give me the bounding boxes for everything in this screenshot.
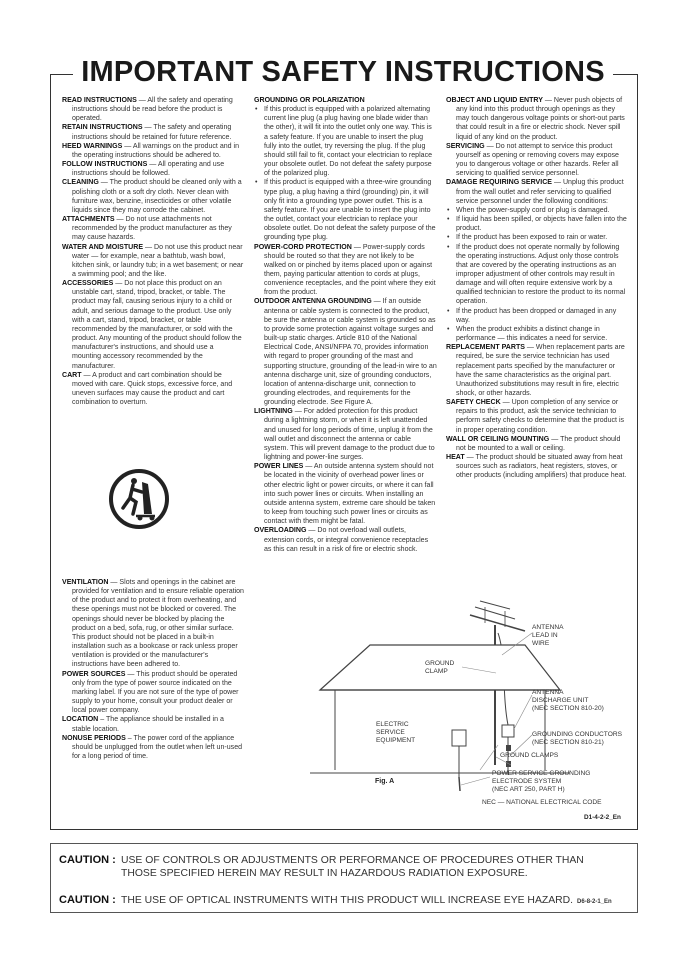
instruction-entry: [254, 243, 437, 298]
instruction-entry: [62, 734, 244, 761]
label-power-service: POWER SERVICE GROUNDING ELECTRODE SYSTEM (NEC ART 250, PART H): [492, 770, 591, 793]
cart-warning-icon: [108, 468, 170, 530]
caution-text: USE OF CONTROLS OR ADJUSTMENTS OR PERFORMANCE OF PROCEDURES OTHER THAN THOSE SPECIFIED HEREIN MAY RESULT IN HAZARDOUS RADIATION EXPOSURE.: [121, 855, 584, 879]
section-text: — The product should not be mounted to a wall or ceiling.: [456, 435, 621, 452]
section-heading: FOLLOW INSTRUCTIONS: [62, 161, 148, 169]
section-text: — Never push objects of any kind into this product through openings as they may touch dangerous voltage points or short-out parts that could result in a fire or electric shock. Never spill liquid of any kind on the product.: [456, 97, 625, 141]
list-item: • If liquid has been spilled, or objects have fallen into the product.: [446, 215, 630, 233]
instruction-entry: [254, 526, 437, 553]
label-grounding-conductors: GROUNDING CONDUCTORS (NEC SECTION 810-21): [532, 731, 622, 746]
label-discharge-unit: ANTENNA DISCHARGE UNIT (NEC SECTION 810-20): [532, 689, 604, 712]
column-2: [254, 96, 437, 554]
caution-code: D6-8-2-1_En: [577, 899, 612, 905]
instruction-entry: [62, 96, 244, 123]
list-item: • If the product does not operate normally by following the operating instructions. Adjust only those controls that are covered by the operating instructions as an improper adjustment of other controls may result in damage and will often require extensive work by a qualified technician to restore the product to its normal operation.: [446, 243, 630, 307]
label-ground-clamp: GROUND CLAMP: [425, 660, 455, 675]
instruction-entry: [62, 123, 244, 141]
section-text: — Do not use this product near water — for example, near a bathtub, wash bowl, kitchen sink, or laundry tub; in a wet basement; or near a swimming pool; and the like.: [72, 243, 244, 278]
section-text: – The appliance should be installed in a stable location.: [72, 716, 224, 733]
section-heading: OUTDOOR ANTENNA GROUNDING: [254, 298, 372, 306]
instruction-entry: [446, 453, 630, 480]
section-text: — All the safety and operating instructions should be read before the product is operated.: [72, 97, 233, 123]
section-text: — The product should be situated away from heat sources such as radiators, heat registers, stoves, or other products (including amplifiers) that produce heat.: [456, 454, 627, 480]
instruction-entry: [254, 407, 437, 462]
section-heading: WATER AND MOISTURE: [62, 243, 144, 251]
section-heading: NONUSE PERIODS: [62, 734, 126, 742]
section-text: — Unplug this product from the wall outlet and refer servicing to qualified service personnel under the following conditions:: [456, 179, 624, 205]
section-heading: LIGHTNING: [254, 408, 293, 416]
instruction-entry: [254, 297, 437, 407]
instruction-entry: [62, 243, 244, 280]
section-heading: WALL OR CEILING MOUNTING: [446, 435, 550, 443]
caution-line-2: [59, 894, 612, 909]
instruction-entry: [62, 142, 244, 160]
section-heading: SERVICING: [446, 142, 485, 150]
section-heading: POWER-CORD PROTECTION: [254, 243, 352, 251]
instruction-entry: [62, 578, 244, 670]
instruction-entry: [254, 462, 437, 526]
section-heading: OBJECT AND LIQUID ENTRY: [446, 97, 543, 104]
section-heading: LOCATION: [62, 716, 99, 724]
caution-box: [50, 843, 638, 913]
list-item: • If the product has been dropped or damaged in any way.: [446, 307, 630, 325]
section-text: — Do not place this product on an unstable cart, stand, tripod, bracket, or table. The product may fall, causing serious injury to a child or adult, and serious damage to the product. Use only with a cart, stand, tripod, bracket, or table recommended by the manufacturer, or sold with the product. Any mounting of the product should follow the manufacturer's instructions, and should use a mounting accessory recommended by the manufacturer.: [72, 280, 242, 370]
label-ground-clamps: GROUND CLAMPS: [500, 752, 559, 759]
section-heading: CART: [62, 371, 82, 379]
column-3: [446, 96, 630, 481]
section-heading: VENTILATION: [62, 579, 109, 586]
instruction-entry: [446, 435, 630, 453]
caution-line-1: [59, 854, 621, 880]
list-item: • If this product is equipped with a three-wire grounding type plug, a plug having a third (grounding) pin, it will only fit into a grounding type power outlet. This is a safety feature. If you are unable to insert the plug into the outlet, contact your electrician to replace your obsolete outlet. Do not defeat the safety purpose of the grounding type plug.: [254, 178, 437, 242]
grounding-list: [254, 105, 437, 242]
caution-text: THE USE OF OPTICAL INSTRUMENTS WITH THIS PRODUCT WILL INCREASE EYE HAZARD.: [121, 895, 574, 906]
section-heading: POWER LINES: [254, 463, 304, 471]
instruction-entry: [62, 160, 244, 178]
section-heading: GROUNDING OR POLARIZATION: [254, 97, 365, 104]
label-nec: NEC — NATIONAL ELECTRICAL CODE: [482, 799, 602, 806]
label-electric-service: ELECTRIC SERVICE EQUIPMENT: [376, 721, 416, 744]
column-1: [62, 96, 244, 407]
section-text: — Upon completion of any service or repairs to this product, ask the service technician to perform safety checks to determine that the product is in proper operating condition.: [456, 399, 625, 434]
section-text: — Do not overload wall outlets, extension cords, or integral convenience receptacles as this can result in a risk of fire or electric shock.: [264, 527, 429, 553]
section-text: — An outside antenna system should not be located in the vicinity of overhead power lines or other electric light or power circuits, or where it can fall into such power lines or circuits. When installing an outside antenna system, extreme care should be taken to keep from touching such power lines or circuits as contact with them might be fatal.: [264, 463, 436, 526]
section-heading: POWER SOURCES: [62, 670, 126, 678]
instruction-entry: [62, 371, 244, 408]
caution-label: CAUTION :: [59, 854, 116, 866]
column-1-lower: [62, 578, 244, 761]
instruction-entry: [62, 670, 244, 716]
instruction-entry: [62, 215, 244, 242]
label-antenna-lead-in: ANTENNA LEAD IN WIRE: [532, 624, 564, 647]
list-item: • When the product exhibits a distinct change in performance — this indicates a need for service.: [446, 325, 630, 343]
section-text: — All warnings on the product and in the operating instructions should be adhered to.: [72, 142, 240, 159]
instruction-entry: [446, 398, 630, 435]
section-heading: REPLACEMENT PARTS: [446, 344, 525, 352]
section-heading: OVERLOADING: [254, 527, 307, 535]
doc-code: D1-4-2-2_En: [584, 814, 621, 821]
section-heading: RETAIN INSTRUCTIONS: [62, 124, 143, 132]
instruction-entry: [446, 96, 630, 142]
section-text: — If an outside antenna or cable system is connected to the product, be sure the antenna or cable system is grounded so as to provide some protection against voltage surges and built-up static charges. Article 810 of the National Electrical Code, ANSI/NFPA 70, provides information with regard to proper grounding of the mast and supporting structure, grounding of the lead-in wire to an antenna discharge unit, size of grounding conductors, location of antenna-discharge unit, connection to grounding electrodes, and requirements for the grounding electrode. See Figure A.: [264, 298, 437, 407]
section-text: — Slots and openings in the cabinet are provided for ventilation and to ensure reliable operation of the product and to protect it from overheating, and these openings must not be blocked or covered. The openings should never be blocked by placing the product on a bed, sofa, rug, or other similar surface. This product should not be placed in a built-in installation such as a bookcase or rack unless proper ventilation is provided or the manufacturer's instructions have been adhered to.: [72, 579, 244, 669]
instruction-entry: [446, 142, 630, 179]
damage-conditions-list: [446, 206, 630, 343]
instruction-entry: [62, 279, 244, 371]
page-title: IMPORTANT SAFETY INSTRUCTIONS: [0, 56, 686, 89]
figure-caption: Fig. A: [375, 778, 395, 785]
section-text: — Power-supply cords should be routed so that they are not likely to be walked on or pinched by items placed upon or against them, paying particular attention to cords at plugs, convenience receptacles, and the point where they exit from the product.: [264, 243, 436, 297]
section-text: — The safety and operating instructions should be retained for future reference.: [72, 124, 232, 141]
instruction-entry: [62, 715, 244, 733]
section-heading: READ INSTRUCTIONS: [62, 97, 137, 104]
section-heading: HEED WARNINGS: [62, 142, 123, 150]
section-heading: ACCESSORIES: [62, 280, 114, 288]
caution-label: CAUTION :: [59, 894, 116, 906]
list-item: • If the product has been exposed to rain or water.: [446, 233, 630, 242]
list-item: • If this product is equipped with a polarized alternating current line plug (a plug having one blade wider than the other), it will fit into the outlet only one way. This is a safety feature. If you are unable to insert the plug fully into the outlet, try reversing the plug. If the plug should still fail to fit, contact your electrician to replace your obsolete outlet. Do not defeat the safety purpose of the polarized plug.: [254, 105, 437, 178]
section-text: – The power cord of the appliance should be unplugged from the outlet when left un-used for a long period of time.: [72, 734, 243, 760]
section-text: — When replacement parts are required, be sure the service technician has used replacement parts specified by the manufacturer or have the same characteristics as the original part. Unauthorized substitutions may result in fire, electric shock, or other hazards.: [456, 344, 625, 397]
instruction-entry: [446, 178, 630, 205]
section-heading: SAFETY CHECK: [446, 399, 501, 407]
instruction-entry: [446, 343, 630, 398]
section-text: — This product should be operated only from the type of power source indicated on the marking label. If you are not sure of the type of power supply to your home, consult your product dealer or local power company.: [72, 670, 239, 715]
section-heading: DAMAGE REQUIRING SERVICE: [446, 179, 552, 187]
section-text: — Do not attempt to service this product yourself as opening or removing covers may expose you to dangerous voltage or other hazards. Refer all servicing to qualified service personnel.: [456, 142, 619, 178]
section-text: — A product and cart combination should be moved with care. Quick stops, excessive force, and uneven surfaces may cause the product and cart combination to overturn.: [72, 371, 233, 407]
section-text: — Do not use attachments not recommended by the product manufacturer as they may cause hazards.: [72, 216, 232, 242]
instruction-entry: [62, 178, 244, 215]
section-text: — The product should be cleaned only with a polishing cloth or a soft dry cloth. Never clean with furniture wax, benzine, insecticides or other volatile liquids since they may corrode the cabinet.: [72, 179, 242, 214]
list-item: • When the power-supply cord or plug is damaged.: [446, 206, 630, 215]
section-text: — All operating and use instructions should be followed.: [72, 161, 225, 178]
section-text: — For added protection for this product during a lightning storm, or when it is left unattended and unused for long periods of time, unplug it from the wall outlet and disconnect the antenna or cable system. This will prevent damage to the product due to lightning and power-line surges.: [264, 408, 435, 462]
section-heading: HEAT: [446, 454, 465, 462]
section-heading: ATTACHMENTS: [62, 216, 115, 224]
section-heading: CLEANING: [62, 179, 99, 187]
